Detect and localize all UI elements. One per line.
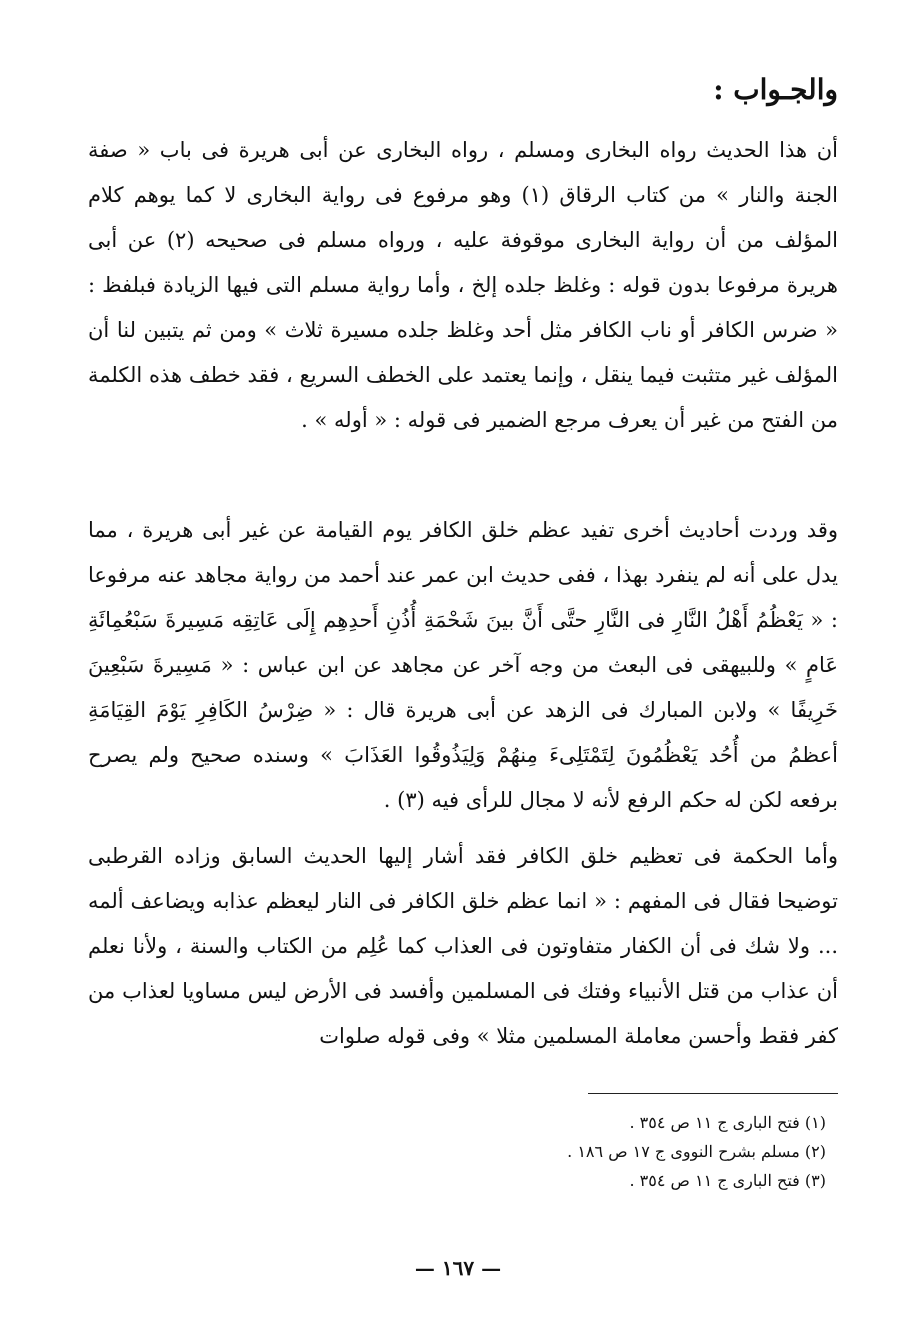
footnote-3: (٣) فتح البارى ج ١١ ص ٣٥٤ . (629, 1171, 826, 1190)
paragraph-2: وقد وردت أحاديث أخرى تفيد عظم خلق الكافر يوم القيامة عن غير أبى هريرة ، مما يدل على أنه لم ينفرد بهذا ، ففى حديث ابن عمر عند أحمد من رواية مجاهد عنه مرفوعا : « يَعْظُمُ أَهْلُ النَّارِ فى النَّارِ حتَّى أَنَّ بينَ شَحْمَةِ أُذُنِ أَحدِهِم إِلَى عَاتِقِه مَسِيرةَ سَبْعُمِائَةِ عَامٍ » وللبيهقى فى البعث من وجه آخر عن مجاهد عن ابن عباس : « مَسِيرةَ سَبْعِينَ خَرِيفًا » ولابن المبارك فى الزهد عن أبى هريرة قال : « ضِرْسُ الكَافِرِ يَوْمَ القِيَامَةِ أعظمُ من أُحُد يَعْظُمُونَ لِتَمْتَلِىءَ مِنهُمْ وَلِيَذُوقُوا العَذَابَ » وسنده صحيح ولم يصرح برفعه لكن له حكم الرفع لأنه لا مجال للرأى فيه (٣) . (88, 518, 839, 812)
footnote-divider (588, 1093, 838, 1094)
answer-heading: والجـواب : (713, 73, 838, 106)
paragraph-3: وأما الحكمة فى تعظيم خلق الكافر فقد أشار إليها الحديث السابق وزاده القرطبى توضيحا فقال فى المفهم : « انما عظم خلق الكافر فى النار ليعظم عذابه ويضاعف ألمه ... ولا شك فى أن الكفار متفاوتون فى العذاب كما عُلِم من الكتاب والسنة ، ولأنا نعلم أن عذاب من قتل الأنبياء وفتك فى المسلمين وأفسد فى الأرض ليس مساويا لعذاب من كفر فقط وأحسن معاملة المسلمين مثلا » وفى قوله صلوات (88, 844, 838, 1048)
footnote-1: (١) فتح البارى ج ١١ ص ٣٥٤ . (629, 1113, 826, 1132)
footnote-2: (٢) مسلم بشرح النووى ج ١٧ ص ١٨٦ . (567, 1142, 826, 1161)
footnotes-list (226, 1108, 826, 1195)
paragraph-1: أن هذا الحديث رواه البخارى ومسلم ، رواه البخارى عن أبى هريرة فى باب « صفة الجنة والنار » من كتاب الرقاق (١) وهو مرفوع فى رواية البخارى لا كما يوهم كلام المؤلف من أن رواية البخارى موقوفة عليه ، ورواه مسلم فى صحيحه (٢) عن أبى هريرة مرفوعا بدون قوله : وغلظ جلده إلخ ، وأما رواية مسلم التى فيها الزيادة فبلفظ : « ضرس الكافر أو ناب الكافر مثل أحد وغلظ جلده مسيرة ثلاث » ومن ثم يتبين لنا أن المؤلف غير متثبت فيما ينقل ، وإنما يعتمد على الخطف السريع ، فقد خطف هذه الكلمة من الفتح من غير أن يعرف مرجع الضمير فى قوله : « أوله » . (88, 138, 838, 432)
page-number: — ١٦٧ — (414, 1256, 502, 1280)
